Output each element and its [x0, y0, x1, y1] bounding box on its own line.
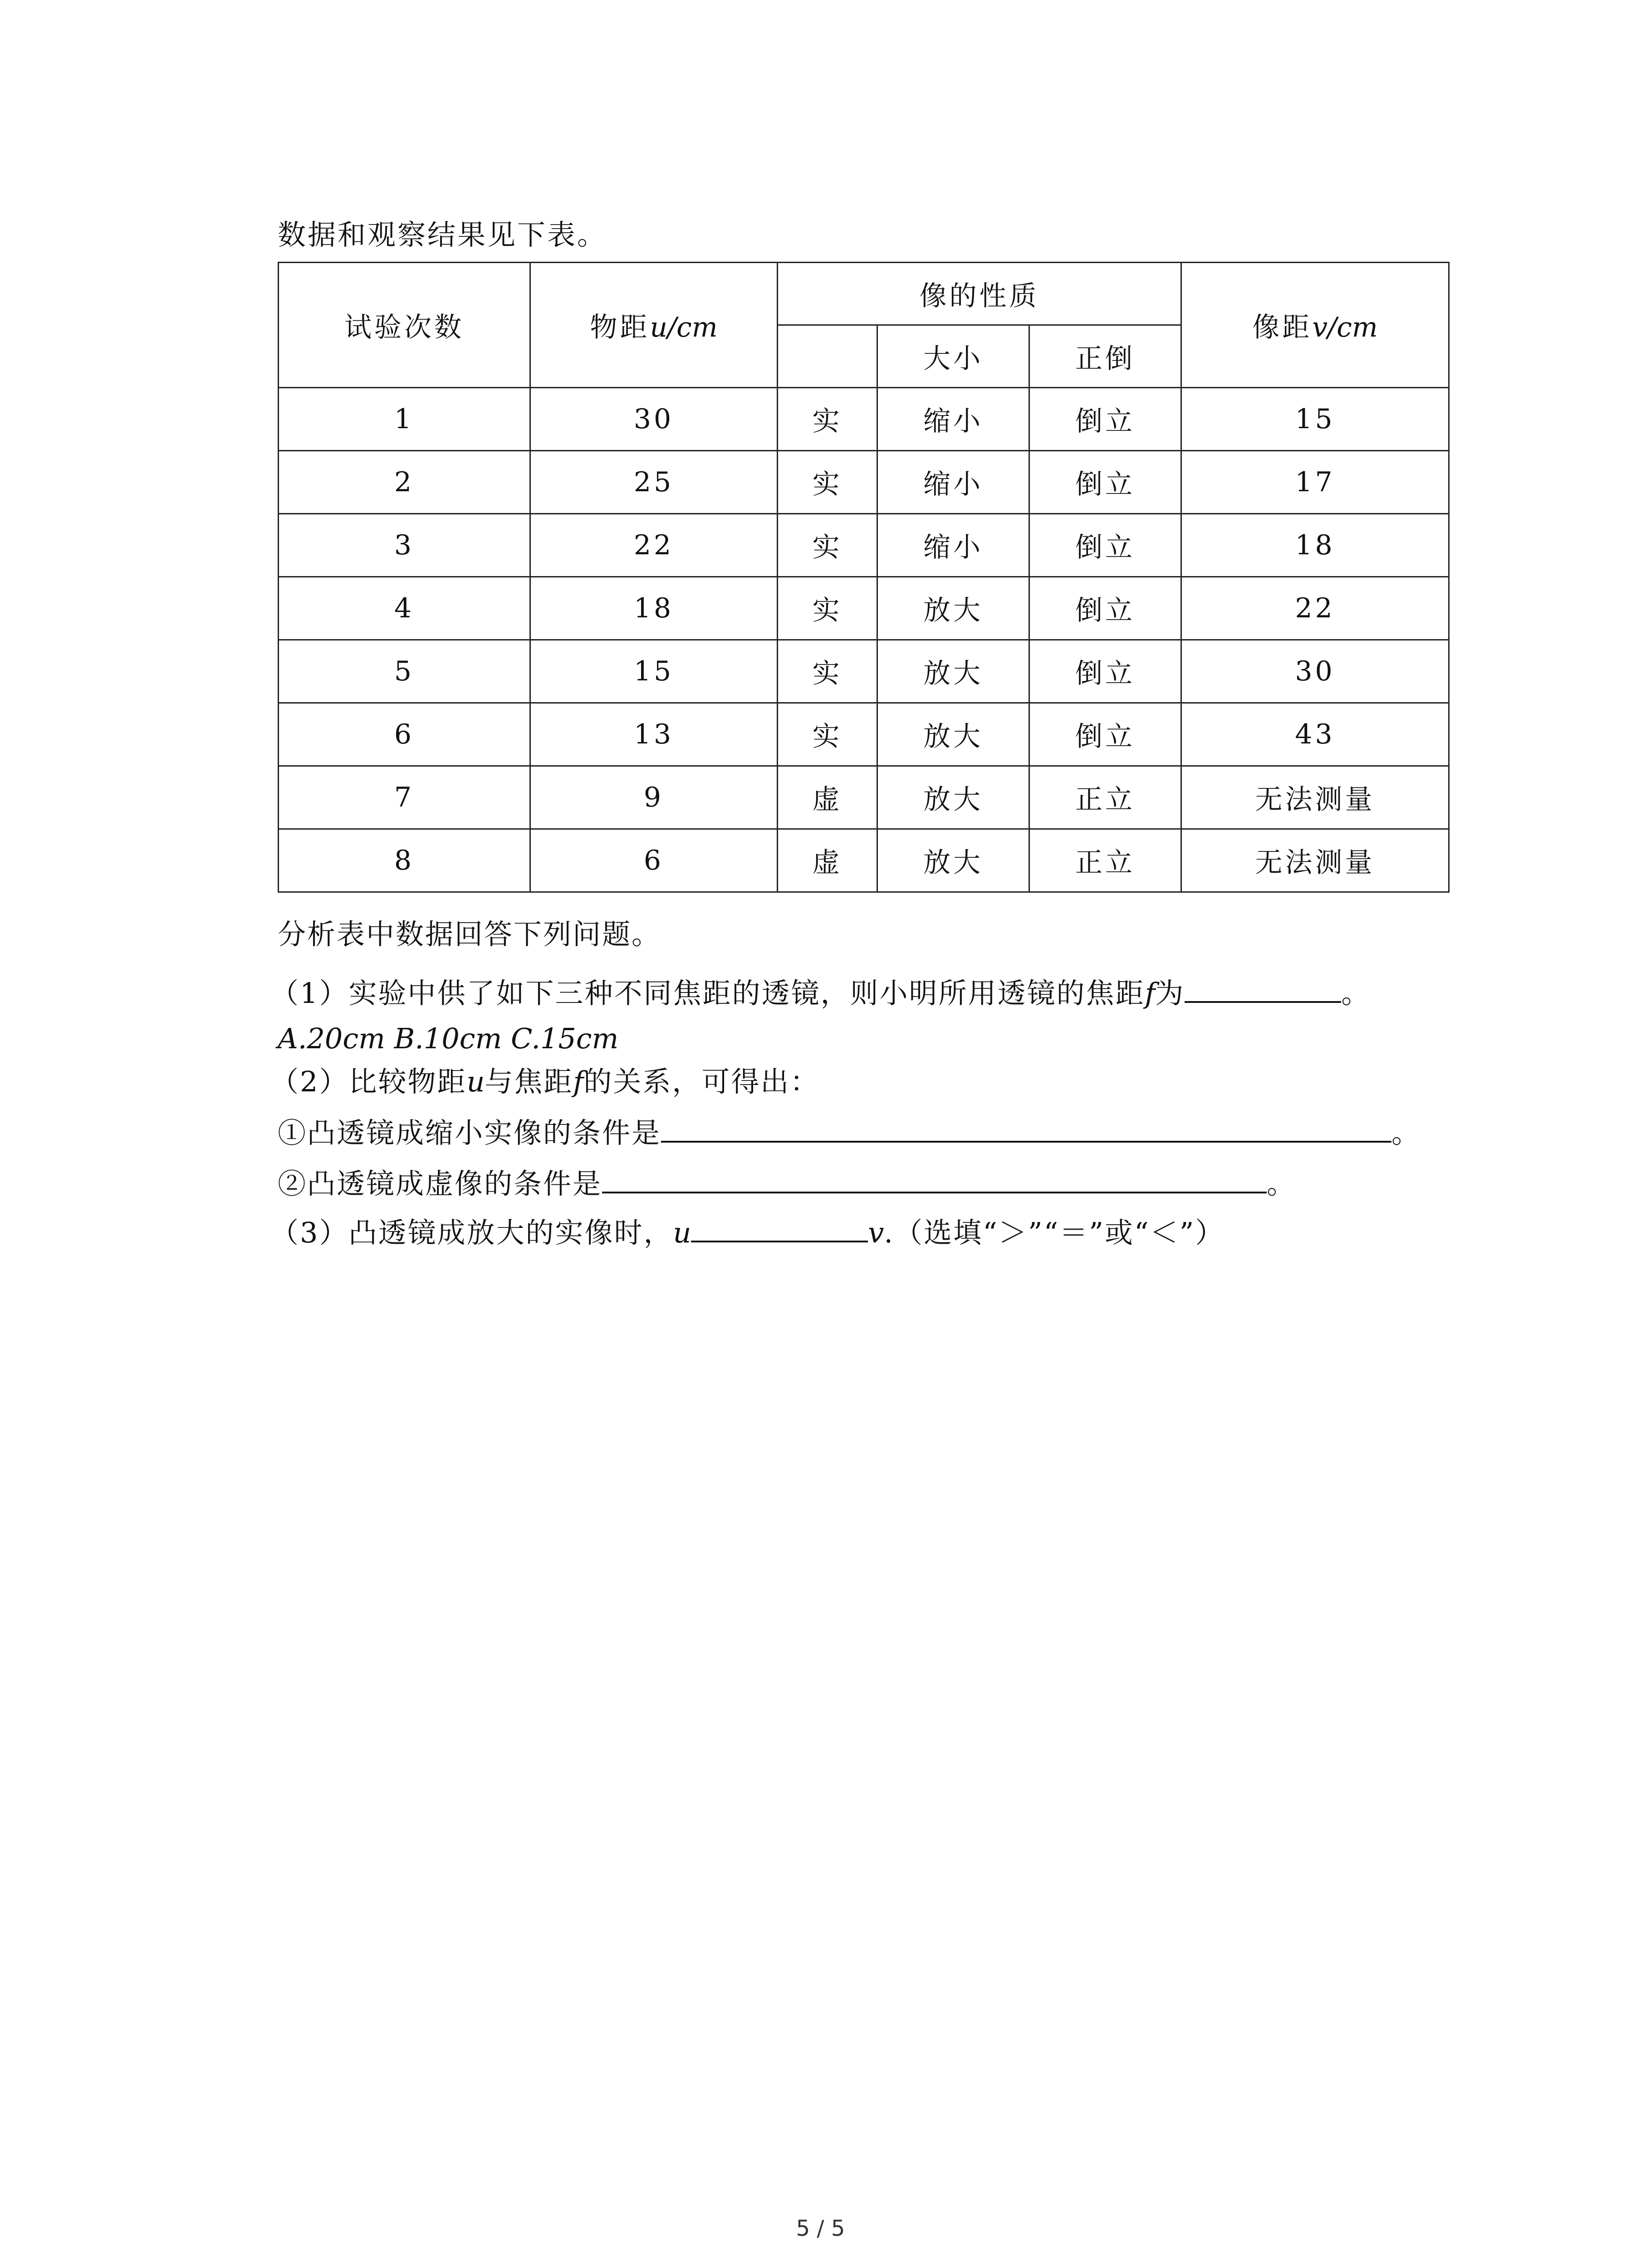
- cell-type: 虚: [778, 829, 877, 892]
- header-object-distance: 物距u/cm: [530, 263, 778, 388]
- cell-v: 17: [1181, 451, 1449, 514]
- header-trial: 试验次数: [279, 263, 530, 388]
- cell-orient: 倒立: [1029, 514, 1181, 577]
- cell-size: 缩小: [877, 388, 1029, 451]
- cell-size: 缩小: [877, 451, 1029, 514]
- cell-n: 5: [279, 640, 530, 703]
- table-row: [279, 388, 1449, 451]
- question-3: （3）凸透镜成放大的实像时，u v.（选填“＞”“＝”或“＜”）: [270, 1210, 1225, 1256]
- question-1: （1）实验中供了如下三种不同焦距的透镜，则小明所用透镜的焦距f为 。: [270, 971, 1371, 1016]
- cell-n: 7: [279, 766, 530, 829]
- answer-blank-2-1[interactable]: [661, 1113, 1391, 1143]
- header-type-empty: [778, 325, 877, 388]
- cell-u: 18: [530, 577, 778, 640]
- cell-orient: 正立: [1029, 829, 1181, 892]
- cell-size: 放大: [877, 640, 1029, 703]
- cell-orient: 倒立: [1029, 703, 1181, 766]
- table-row: [279, 451, 1449, 514]
- cell-orient: 倒立: [1029, 388, 1181, 451]
- cell-v: 43: [1181, 703, 1449, 766]
- cell-type: 实: [778, 388, 877, 451]
- answer-blank-3[interactable]: [691, 1212, 868, 1242]
- cell-orient: 倒立: [1029, 640, 1181, 703]
- cell-orient: 倒立: [1029, 577, 1181, 640]
- question-1-options: A.20cm B.10cm C.15cm: [278, 1022, 619, 1055]
- cell-u: 6: [530, 829, 778, 892]
- cell-v: 无法测量: [1181, 766, 1449, 829]
- header-size: 大小: [877, 325, 1029, 388]
- cell-v: 无法测量: [1181, 829, 1449, 892]
- cell-n: 1: [279, 388, 530, 451]
- cell-v: 18: [1181, 514, 1449, 577]
- cell-n: 2: [279, 451, 530, 514]
- cell-n: 3: [279, 514, 530, 577]
- table-row: [279, 766, 1449, 829]
- cell-u: 9: [530, 766, 778, 829]
- intro-text: 数据和观察结果见下表。: [278, 218, 607, 251]
- cell-u: 13: [530, 703, 778, 766]
- header-orientation: 正倒: [1029, 325, 1181, 388]
- table-header-row: [279, 263, 1449, 325]
- cell-size: 放大: [877, 766, 1029, 829]
- page-number: 5 / 5: [796, 2216, 845, 2241]
- cell-size: 放大: [877, 577, 1029, 640]
- table-body: [279, 388, 1449, 892]
- cell-size: 缩小: [877, 514, 1029, 577]
- header-image-nature: 像的性质: [778, 263, 1181, 325]
- cell-size: 放大: [877, 703, 1029, 766]
- question-2: （2）比较物距u与焦距f的关系，可得出：: [270, 1065, 820, 1098]
- question-2-2: ②凸透镜成虚像的条件是 。: [278, 1161, 1296, 1207]
- cell-u: 25: [530, 451, 778, 514]
- cell-type: 实: [778, 577, 877, 640]
- cell-v: 30: [1181, 640, 1449, 703]
- header-image-distance: 像距v/cm: [1181, 263, 1449, 388]
- cell-u: 22: [530, 514, 778, 577]
- data-table: [278, 262, 1450, 893]
- cell-type: 实: [778, 451, 877, 514]
- cell-type: 实: [778, 703, 877, 766]
- cell-type: 实: [778, 640, 877, 703]
- cell-u: 15: [530, 640, 778, 703]
- cell-v: 15: [1181, 388, 1449, 451]
- cell-n: 6: [279, 703, 530, 766]
- cell-size: 放大: [877, 829, 1029, 892]
- question-lead: 分析表中数据回答下列问题。: [278, 918, 661, 951]
- cell-orient: 倒立: [1029, 451, 1181, 514]
- cell-orient: 正立: [1029, 766, 1181, 829]
- answer-blank-2-2[interactable]: [602, 1163, 1267, 1193]
- cell-type: 虚: [778, 766, 877, 829]
- cell-v: 22: [1181, 577, 1449, 640]
- table-row: [279, 514, 1449, 577]
- question-2-1: ①凸透镜成缩小实像的条件是 。: [278, 1110, 1421, 1156]
- cell-n: 8: [279, 829, 530, 892]
- table-row: [279, 703, 1449, 766]
- answer-blank-1[interactable]: [1185, 973, 1341, 1003]
- cell-type: 实: [778, 514, 877, 577]
- table-row: [279, 829, 1449, 892]
- cell-u: 30: [530, 388, 778, 451]
- table-row: [279, 577, 1449, 640]
- cell-n: 4: [279, 577, 530, 640]
- table-row: [279, 640, 1449, 703]
